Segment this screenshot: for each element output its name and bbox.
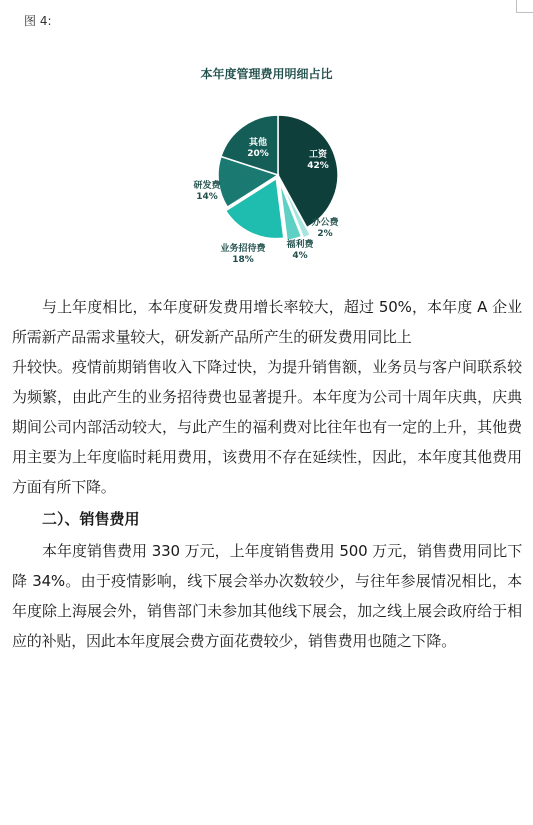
pie-chart bbox=[0, 55, 533, 285]
pie-slice-name-0: 工资 bbox=[308, 150, 328, 160]
pie-slice-value-0: 42% bbox=[307, 161, 329, 171]
pie-chart-svg bbox=[0, 55, 533, 285]
pie-slice-name-2: 福利费 bbox=[286, 240, 314, 250]
section-heading-sales-expenses: 二）、销售费用 bbox=[42, 510, 140, 528]
pie-slice-name-4: 研发费 bbox=[193, 181, 221, 191]
pie-slice-value-2: 4% bbox=[292, 251, 308, 261]
pie-slice-name-1: 办公费 bbox=[311, 218, 339, 228]
pie-slice-value-4: 14% bbox=[196, 192, 218, 202]
pie-slice-value-3: 18% bbox=[232, 255, 254, 265]
page-corner-mark bbox=[516, 0, 533, 13]
paragraph-sales-expenses: 本年度销售费用 330 万元，上年度销售费用 500 万元，销售费用同比下降 34%。由于疫情影响，线下展会举办次数较少，与往年参展情况相比，本年度除上海展会外，销售部门未参加其他线下展会，加之线上展会政府给于相应的补贴，因此本年度展会费方面花费较少，销售费用也随之下降。 bbox=[12, 542, 522, 650]
pie-slice-value-1: 2% bbox=[317, 229, 333, 239]
pie-slice-name-5: 其他 bbox=[248, 138, 268, 148]
paragraph-expense-changes: 升较快。疫情前期销售收入下降过快，为提升销售额，业务员与客户间联系较为频繁，由此产生的业务招待费也显著提升。本年度为公司十周年庆典，庆典期间公司内部活动较大，与此产生的福利费对比往年也有一定的上升，其他费用主要为上年度临时耗用费用，该费用不存在延续性，因此，本年度其他费用方面有所下降。 bbox=[12, 358, 522, 496]
figure-label: 图 4: bbox=[24, 14, 52, 28]
paragraph-rd-costs: 与上年度相比，本年度研发费用增长率较大，超过 50%，本年度 A 企业所需新产品需求量较大，研发新产品所产生的研发费用同比上 bbox=[12, 298, 522, 346]
pie-slice-name-3: 业务招待费 bbox=[220, 244, 266, 254]
body-text bbox=[12, 292, 522, 656]
pie-slice-value-5: 20% bbox=[247, 149, 269, 159]
chart-title: 本年度管理费用明细占比 bbox=[200, 67, 333, 81]
